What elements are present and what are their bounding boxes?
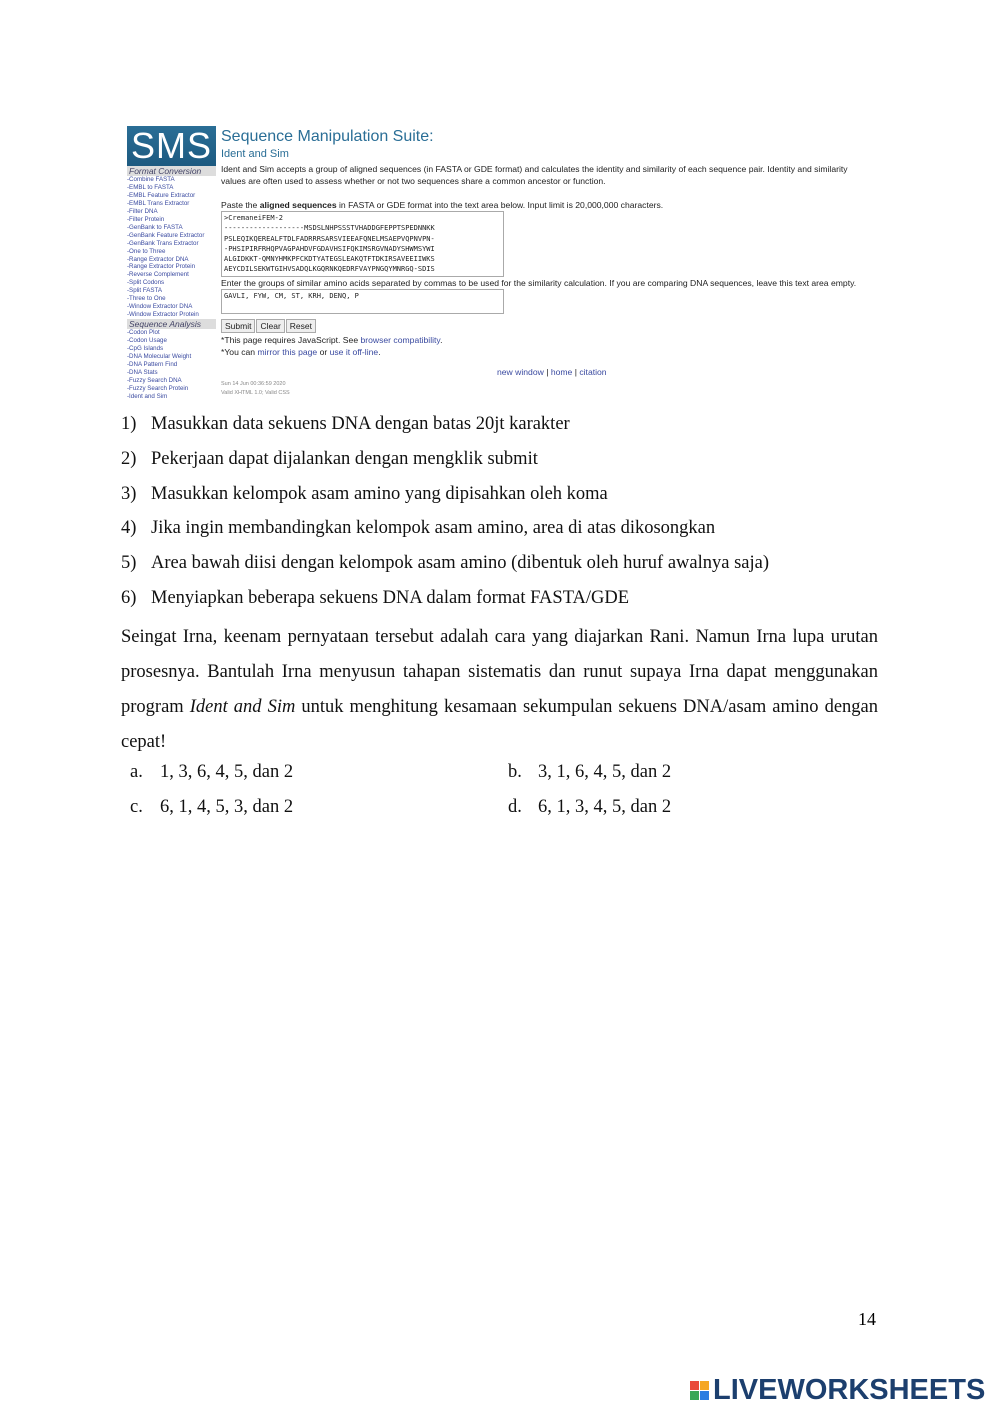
sep: | [572, 367, 580, 377]
clear-button[interactable]: Clear [256, 319, 284, 333]
sidebar-section-title: Sequence Analysis [127, 319, 216, 329]
sidebar-link[interactable]: -Split Codons [127, 279, 165, 287]
option-c[interactable] [130, 797, 293, 818]
statement-item [121, 588, 629, 609]
timestamp: Sun 14 Jun 00:36:59 2020 [221, 381, 286, 387]
statement-number: 5) [121, 553, 137, 574]
sidebar-link[interactable]: -Window Extractor Protein [127, 311, 199, 319]
option-letter: d. [508, 797, 522, 817]
sidebar-link[interactable]: -Range Extractor DNA [127, 255, 189, 263]
option-b[interactable] [508, 762, 671, 783]
text-bold: aligned sequences [259, 200, 337, 210]
statement-number: 3) [121, 483, 137, 504]
sidebar-link[interactable]: -Reverse Complement [127, 271, 189, 279]
groups-instruction: Enter the groups of similar amino acids separated by commas to be used for the similarity calculation. If you are comparing DNA sequences, leave this text area empty. [221, 278, 857, 288]
reset-button[interactable]: Reset [286, 319, 316, 333]
program-name: Ident and Sim [189, 697, 296, 717]
footer-links [221, 366, 871, 378]
mirror-link[interactable]: mirror this page [257, 347, 318, 357]
sidebar-link[interactable]: -Ident and Sim [127, 392, 168, 400]
sidebar-link[interactable]: -GenBank to FASTA [127, 223, 183, 231]
option-text: 6, 1, 4, 5, 3, dan 2 [160, 797, 294, 817]
statement-item [121, 553, 769, 574]
text: in FASTA or GDE format into the text area below. Input limit is 20,000,000 characters. [336, 200, 664, 210]
statement-item [121, 414, 570, 435]
text: . [378, 347, 381, 357]
statement-text: Menyiapkan beberapa sekuens DNA dalam format FASTA/GDE [151, 588, 630, 608]
sidebar-link[interactable]: -Three to One [127, 295, 166, 303]
statement-item [121, 484, 608, 505]
citation-link[interactable]: citation [579, 367, 607, 377]
sidebar-link[interactable]: -DNA Molecular Weight [127, 353, 192, 361]
statement-number: 4) [121, 518, 137, 539]
statement-text: Masukkan kelompok asam amino yang dipisahkan oleh koma [151, 483, 608, 504]
statement-text: Masukkan data sekuens DNA dengan batas 20jt karakter [151, 414, 570, 434]
offline-link[interactable]: use it off-line [329, 347, 379, 357]
home-link[interactable]: home [550, 367, 573, 377]
sidebar-link[interactable]: -Fuzzy Search DNA [127, 376, 182, 384]
text: or [317, 347, 330, 357]
page-number: 14 [858, 1309, 876, 1329]
text: *You can [221, 347, 258, 357]
option-d[interactable] [508, 797, 671, 818]
sidebar-link[interactable]: -Codon Plot [127, 329, 160, 337]
statement-number: 6) [121, 588, 137, 608]
sidebar-link[interactable]: -CpG Islands [127, 345, 164, 353]
intro-text: Ident and Sim accepts a group of aligned sequences (in FASTA or GDE format) and calculates the identity and similarity of each sequence pair. Identity and similarity values are often used to assess whether or not two sequences share a common ancestor or function. [221, 164, 848, 186]
statement-number: 2) [121, 448, 137, 469]
text: Paste the [221, 200, 260, 210]
sidebar-link[interactable]: -DNA Stats [127, 368, 158, 376]
sidebar-link[interactable]: -Filter DNA [127, 207, 158, 215]
sidebar-link[interactable]: -Codon Usage [127, 337, 167, 345]
option-text: 3, 1, 6, 4, 5, dan 2 [538, 762, 672, 782]
sidebar-link[interactable]: -One to Three [127, 247, 166, 255]
validity: Valid XHTML 1.0; Valid CSS [221, 390, 290, 396]
sidebar-link[interactable]: -EMBL Trans Extractor [127, 199, 190, 207]
option-letter: c. [130, 797, 143, 817]
sms-screenshot [127, 126, 872, 404]
sequence-textarea[interactable]: >CremaneiFEM-2 -------------------MSDSLNHPSSSTVHADDGFEPPTSPEDNNKK PSLEQIKQEREALFTDLFADRRRSARSVIEEAFQNELMSAEPVQPNVPN- -PHSIPIRFRHQPVAGPAHDVFGDAVHSIFQKIMSRGVNADYSHWMSYWI ALGIDKKT-QMNYHMKPFCKDTYATEGSLEAKQTFTDKIRSAVEEIIWKS AEYCDILSEKWTGIHVSADQLKGQRNKQEDRFVAYPNGQYMNRGQ-SDIS [221, 211, 504, 277]
text: *This page requires JavaScript. See [221, 335, 361, 345]
submit-button[interactable]: Submit [221, 319, 255, 333]
sidebar-link[interactable]: -GenBank Trans Extractor [127, 239, 199, 247]
sidebar-link[interactable]: -Range Extractor Protein [127, 263, 196, 271]
sidebar-link[interactable]: -Combine FASTA [127, 176, 175, 183]
brand-name: LIVEWORKSHEETS [713, 1374, 986, 1406]
statement-item [121, 449, 538, 470]
sidebar-section-title: Format Conversion [127, 166, 216, 176]
new-window-link[interactable]: new window [497, 367, 544, 377]
option-letter: a. [130, 762, 143, 782]
sms-main [221, 126, 871, 398]
sidebar-link[interactable]: -GenBank Feature Extractor [127, 231, 205, 239]
option-a[interactable] [130, 762, 293, 783]
paste-instruction [221, 199, 871, 211]
sidebar-link[interactable]: -DNA Pattern Find [127, 360, 178, 368]
browser-compat-link[interactable]: browser compatibility [360, 335, 441, 345]
sidebar-link[interactable]: -Filter Protein [127, 215, 165, 223]
page-title: Sequence Manipulation Suite: [221, 128, 434, 145]
groups-textarea[interactable]: GAVLI, FYW, CM, ST, KRH, DENQ, P [221, 289, 504, 314]
statement-text: Jika ingin membandingkan kelompok asam amino, area di atas dikosongkan [151, 518, 716, 539]
statement-item [121, 518, 715, 539]
option-letter: b. [508, 762, 522, 782]
sidebar-link[interactable]: -Fuzzy Search Protein [127, 384, 189, 392]
text: Seingat Irna, keenam pernyataan tersebut adalah cara yang diajarkan Rani. Namun Irna lupa urutan prosesnya. Bantulah Irna menyusun tahapan sistematis dan runut supaya Irna dapat menggunakan program [121, 627, 878, 717]
mirror-note [221, 346, 871, 358]
option-text: 6, 1, 3, 4, 5, dan 2 [538, 797, 672, 817]
liveworksheets-logo [690, 1374, 985, 1407]
option-text: 1, 3, 6, 4, 5, dan 2 [160, 762, 294, 782]
statement-number: 1) [121, 414, 137, 434]
text: untuk menghitung kesamaan sekumpulan sekuens DNA/asam amino dengan cepat! [121, 697, 878, 752]
sms-logo: SMS [127, 126, 216, 166]
text: . [440, 335, 443, 345]
logo-icon [690, 1381, 709, 1400]
js-note [221, 334, 871, 346]
statement-text: Area bawah diisi dengan kelompok asam amino (dibentuk oleh huruf awalnya saja) [151, 553, 770, 574]
sep: | [543, 367, 551, 377]
sidebar-link[interactable]: -Split FASTA [127, 287, 162, 295]
question-paragraph [121, 620, 878, 760]
sidebar-link[interactable]: -EMBL Feature Extractor [127, 191, 196, 199]
sidebar-link[interactable]: -EMBL to FASTA [127, 183, 174, 191]
sms-sidebar [127, 126, 216, 401]
statement-text: Pekerjaan dapat dijalankan dengan mengklik submit [151, 448, 538, 469]
sidebar-link[interactable]: -Window Extractor DNA [127, 303, 193, 311]
page-subtitle: Ident and Sim [221, 148, 289, 160]
